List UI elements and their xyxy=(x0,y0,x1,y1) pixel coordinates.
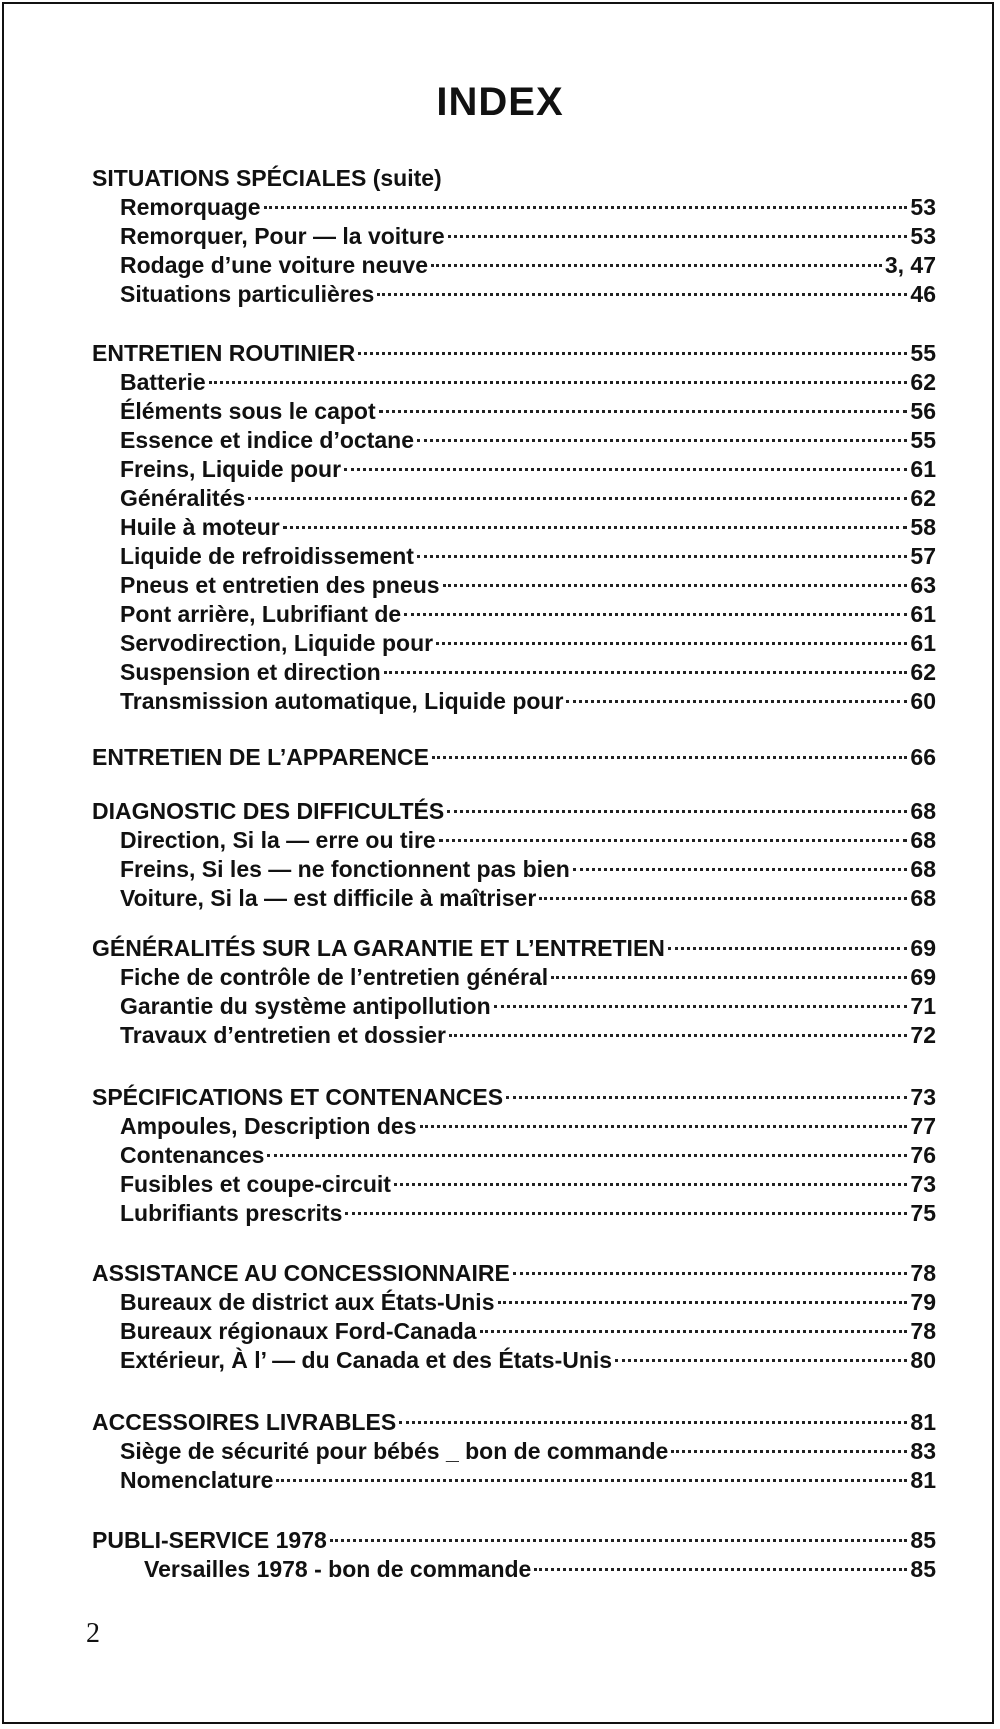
dot-leader xyxy=(498,1301,908,1304)
entry-page: 61 xyxy=(910,630,936,656)
dot-leader xyxy=(539,897,907,900)
page-number: 2 xyxy=(86,1618,100,1649)
entry-page: 69 xyxy=(910,964,936,990)
entry-label: Direction, Si la — erre ou tire xyxy=(120,827,436,853)
section-heading-label: ASSISTANCE AU CONCESSIONNAIRE xyxy=(92,1260,510,1286)
section-heading-page: 81 xyxy=(910,1409,936,1435)
index-entry[interactable] xyxy=(120,513,936,542)
entry-label: Bureaux de district aux États-Unis xyxy=(120,1289,495,1315)
dot-leader xyxy=(668,947,908,950)
dot-leader xyxy=(439,839,908,842)
index-entry[interactable] xyxy=(120,1170,936,1199)
dot-leader xyxy=(209,381,908,384)
entry-page: 72 xyxy=(910,1022,936,1048)
entry-page: 71 xyxy=(910,993,936,1019)
entry-label: Remorquer, Pour — la voiture xyxy=(120,223,445,249)
dot-leader xyxy=(615,1359,907,1362)
dot-leader xyxy=(417,439,907,442)
dot-leader xyxy=(358,352,907,355)
section-heading[interactable] xyxy=(92,1408,936,1437)
section-heading-page: 68 xyxy=(910,798,936,824)
section-heading-label: SITUATIONS SPÉCIALES (suite) xyxy=(92,165,442,191)
index-entry[interactable] xyxy=(120,1112,936,1141)
index-entry[interactable] xyxy=(120,1466,936,1495)
entry-label: Remorquage xyxy=(120,194,261,220)
dot-leader xyxy=(248,497,907,500)
entry-page: 61 xyxy=(910,456,936,482)
section-heading[interactable] xyxy=(92,339,936,368)
entry-label: Essence et indice d’octane xyxy=(120,427,415,453)
index-entry[interactable] xyxy=(120,600,936,629)
index-entry[interactable] xyxy=(120,884,936,913)
index-entry[interactable] xyxy=(120,1199,936,1228)
entry-label: Fiche de contrôle de l’entretien général xyxy=(120,964,549,990)
dot-leader xyxy=(330,1539,908,1542)
section-heading-label: SPÉCIFICATIONS ET CONTENANCES xyxy=(92,1084,504,1110)
section-heading-label: ENTRETIEN DE L’APPARENCE xyxy=(92,744,429,770)
entry-page: 83 xyxy=(910,1438,936,1464)
entry-label: Huile à moteur xyxy=(120,514,280,540)
section-heading[interactable] xyxy=(92,1083,936,1112)
entry-label: Servodirection, Liquide pour xyxy=(120,630,434,656)
dot-leader xyxy=(394,1183,907,1186)
index-entry[interactable] xyxy=(120,963,936,992)
entry-label: Pneus et entretien des pneus xyxy=(120,572,440,598)
entry-label: Voiture, Si la — est difficile à maîtriser xyxy=(120,885,537,911)
entry-page: 60 xyxy=(910,688,936,714)
entry-label: Contenances xyxy=(120,1142,265,1168)
entry-page: 79 xyxy=(910,1289,936,1315)
dot-leader xyxy=(377,293,907,296)
section-heading-page: 85 xyxy=(910,1527,936,1553)
entry-label: Fusibles et coupe-circuit xyxy=(120,1171,391,1197)
dot-leader xyxy=(432,756,907,759)
index-section-entretien-apparence xyxy=(92,743,936,772)
entry-page: 68 xyxy=(910,885,936,911)
entry-label: Extérieur, À l’ — du Canada et des États-Unis xyxy=(120,1347,613,1373)
index-entry[interactable] xyxy=(120,484,936,513)
section-heading[interactable] xyxy=(92,164,936,193)
entry-page: 80 xyxy=(910,1347,936,1373)
index-entry[interactable] xyxy=(120,426,936,455)
entry-label: Batterie xyxy=(120,369,206,395)
section-heading-label: ACCESSOIRES LIVRABLES xyxy=(92,1409,397,1435)
index-entry[interactable] xyxy=(120,368,936,397)
entry-page: 62 xyxy=(910,369,936,395)
entry-page: 58 xyxy=(910,514,936,540)
index-entry[interactable] xyxy=(120,1346,936,1375)
entry-page: 73 xyxy=(910,1171,936,1197)
index-section-accessoires xyxy=(92,1408,936,1495)
entry-label: Situations particulières xyxy=(120,281,375,307)
dot-leader xyxy=(404,613,907,616)
entry-page: 81 xyxy=(910,1467,936,1493)
dot-leader xyxy=(345,1212,907,1215)
index-entry[interactable] xyxy=(120,397,936,426)
entry-label: Ampoules, Description des xyxy=(120,1113,417,1139)
dot-leader xyxy=(417,555,907,558)
dot-leader xyxy=(494,1005,908,1008)
entry-label: Lubrifiants prescrits xyxy=(120,1200,343,1226)
dot-leader xyxy=(443,584,908,587)
dot-leader xyxy=(447,810,907,813)
dot-leader xyxy=(449,1034,907,1037)
entry-page: 53 xyxy=(910,194,936,220)
entry-page: 61 xyxy=(910,601,936,627)
index-entry[interactable] xyxy=(120,455,936,484)
section-heading[interactable] xyxy=(92,1259,936,1288)
dot-leader xyxy=(283,526,908,529)
index-section-assistance xyxy=(92,1259,936,1375)
entry-label: Suspension et direction xyxy=(120,659,381,685)
index-entry[interactable] xyxy=(144,1555,936,1584)
index-section-garantie-entretien xyxy=(92,934,936,1050)
entry-label: Nomenclature xyxy=(120,1467,274,1493)
dot-leader xyxy=(276,1479,907,1482)
entry-page: 63 xyxy=(910,572,936,598)
index-entry[interactable] xyxy=(120,251,936,280)
index-section-diagnostic xyxy=(92,797,936,913)
index-entry[interactable] xyxy=(120,1437,936,1466)
entry-page: 77 xyxy=(910,1113,936,1139)
index-entry[interactable] xyxy=(120,280,936,309)
dot-leader xyxy=(431,264,882,267)
dot-leader xyxy=(513,1272,908,1275)
entry-page: 62 xyxy=(910,485,936,511)
dot-leader xyxy=(671,1450,907,1453)
section-heading[interactable] xyxy=(92,797,936,826)
entry-label: Travaux d’entretien et dossier xyxy=(120,1022,446,1048)
section-heading-label: GÉNÉRALITÉS SUR LA GARANTIE ET L’ENTRETIEN xyxy=(92,935,665,961)
entry-label: Garantie du système antipollution xyxy=(120,993,491,1019)
dot-leader xyxy=(534,1568,907,1571)
index-section-entretien-routinier xyxy=(92,339,936,716)
entry-page: 53 xyxy=(910,223,936,249)
entry-label: Généralités xyxy=(120,485,246,511)
index-section-situations-speciales xyxy=(92,164,936,309)
entry-page: 57 xyxy=(910,543,936,569)
section-heading-label: ENTRETIEN ROUTINIER xyxy=(92,340,356,366)
entry-page: 76 xyxy=(910,1142,936,1168)
entry-label: Bureaux régionaux Ford-Canada xyxy=(120,1318,477,1344)
entry-label: Transmission automatique, Liquide pour xyxy=(120,688,564,714)
dot-leader xyxy=(420,1125,908,1128)
index-entry[interactable] xyxy=(120,1317,936,1346)
section-heading[interactable] xyxy=(92,1526,936,1555)
index-entry[interactable] xyxy=(120,1021,936,1050)
section-heading-label: DIAGNOSTIC DES DIFFICULTÉS xyxy=(92,798,445,824)
section-heading-page: 73 xyxy=(910,1084,936,1110)
section-heading-page: 78 xyxy=(910,1260,936,1286)
dot-leader xyxy=(448,235,908,238)
section-heading-page: 66 xyxy=(910,744,936,770)
index-section-specifications xyxy=(92,1083,936,1228)
dot-leader xyxy=(566,700,907,703)
entry-label: Rodage d’une voiture neuve xyxy=(120,252,428,278)
dot-leader xyxy=(384,671,908,674)
entry-page: 56 xyxy=(910,398,936,424)
index-entry[interactable] xyxy=(120,687,936,716)
index-entry[interactable] xyxy=(120,658,936,687)
dot-leader xyxy=(264,206,908,209)
dot-leader xyxy=(506,1096,907,1099)
entry-page: 62 xyxy=(910,659,936,685)
index-entry[interactable] xyxy=(120,1141,936,1170)
entry-page: 55 xyxy=(910,427,936,453)
dot-leader xyxy=(480,1330,908,1333)
entry-page: 75 xyxy=(910,1200,936,1226)
index-entry[interactable] xyxy=(120,1288,936,1317)
entry-page: 3, 47 xyxy=(884,252,936,278)
entry-label: Éléments sous le capot xyxy=(120,398,376,424)
index-entry[interactable] xyxy=(120,542,936,571)
section-heading-page: 69 xyxy=(910,935,936,961)
dot-leader xyxy=(267,1154,907,1157)
entry-page: 78 xyxy=(910,1318,936,1344)
entry-page: 85 xyxy=(910,1556,936,1582)
dot-leader xyxy=(379,410,908,413)
index-entry[interactable] xyxy=(120,826,936,855)
page-title: INDEX xyxy=(436,80,564,124)
dot-leader xyxy=(436,642,907,645)
index-entry[interactable] xyxy=(120,571,936,600)
index-entry[interactable] xyxy=(120,629,936,658)
entry-page: 68 xyxy=(910,856,936,882)
entry-label: Freins, Liquide pour xyxy=(120,456,342,482)
section-heading-label: PUBLI-SERVICE 1978 xyxy=(92,1527,327,1553)
entry-label: Versailles 1978 - bon de commande xyxy=(144,1556,532,1582)
entry-label: Siège de sécurité pour bébés _ bon de commande xyxy=(120,1438,669,1464)
section-heading-page: 55 xyxy=(910,340,936,366)
dot-leader xyxy=(399,1421,907,1424)
entry-label: Freins, Si les — ne fonctionnent pas bien xyxy=(120,856,570,882)
section-heading[interactable] xyxy=(92,934,936,963)
index-entry[interactable] xyxy=(120,222,936,251)
dot-leader xyxy=(344,468,907,471)
index-section-publi-service xyxy=(92,1526,936,1584)
section-heading[interactable] xyxy=(92,743,936,772)
entry-label: Liquide de refroidissement xyxy=(120,543,414,569)
index-entry[interactable] xyxy=(120,193,936,222)
entry-page: 68 xyxy=(910,827,936,853)
entry-label: Pont arrière, Lubrifiant de xyxy=(120,601,402,627)
dot-leader xyxy=(573,868,908,871)
entry-page: 46 xyxy=(910,281,936,307)
index-entry[interactable] xyxy=(120,992,936,1021)
index-entry[interactable] xyxy=(120,855,936,884)
dot-leader xyxy=(551,976,907,979)
